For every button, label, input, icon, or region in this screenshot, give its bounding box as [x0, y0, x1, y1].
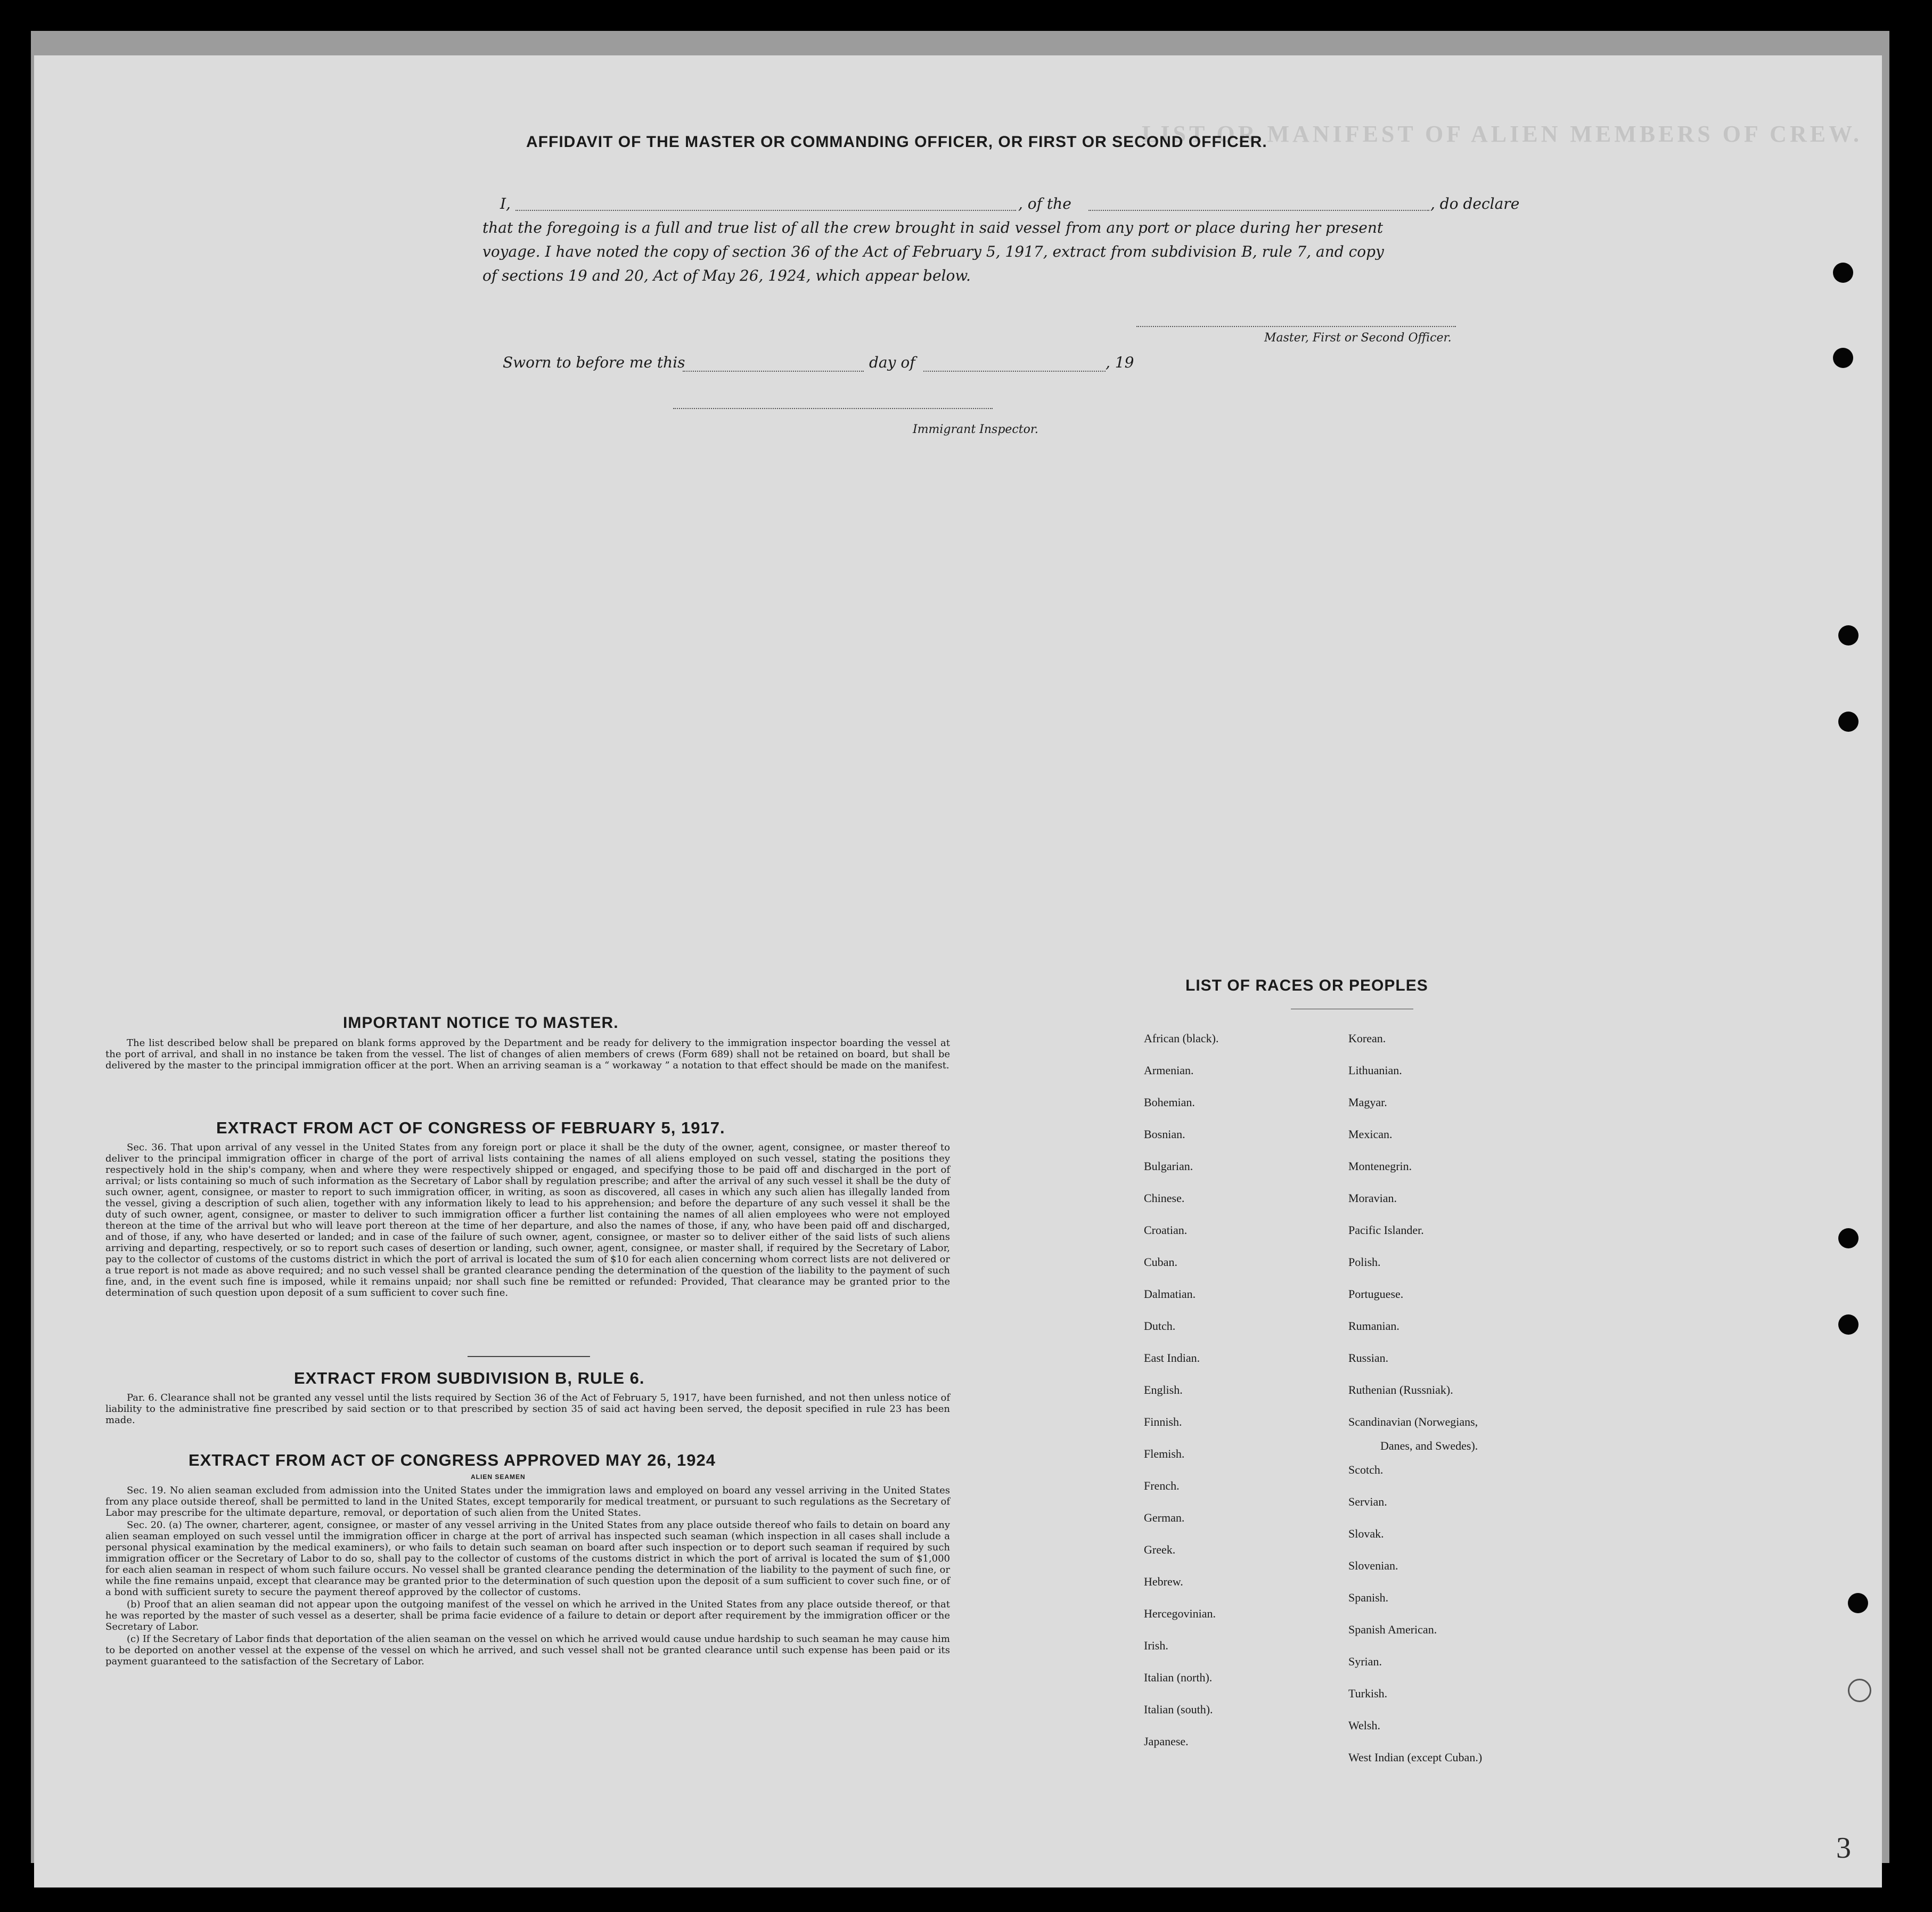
affidavit-line-3: voyage. I have noted the copy of section 36 of the Act of February 5, 1917, extract from subdivision B, rule 7, and copy — [482, 243, 1384, 260]
race-item: Hebrew. — [1144, 1575, 1183, 1588]
sec-36-paragraph: Sec. 36. That upon arrival of any vessel in the United States from any foreign port or place it shall be the duty of the owner, agent, consignee, or master thereof to deliver to the principal immigration officer in charge of the port of arrival lists containing the names of all aliens employed on such vessel, stating the positions they respectively hold in the ship's company, when and where they were respectively shipped or engaged, and specifying those to be paid off and discharged in the port of arrival; or lists containing so much of such information as the Secretary of Labor shall by regulation prescribe; and after the arrival of any such vessel it shall be the duty of such owner, agent, consignee, or master to report to such immigration officer, in writing, as soon as discovered, all cases in which any such alien has illegally landed from the vessel, giving a description of such alien, together with any information likely to lead to his apprehension; and before the departure of any such vessel it shall be the duty of such owner, agent, consignee, or master to deliver to such immigration officer a further list containing the names of all alien employees who were not employed thereon at the time of the arrival but who will leave port thereon at the time of her departure, and also the names of those, if any, who have been paid off and discharged, and of those, if any, who have deserted or landed; and in case of the failure of such owner, agent, consignee, or master so to deliver either of the said lists of such aliens arriving and departing, respectively, or so to report such cases of desertion or landing, such owner, agent, consignee, or master shall, if required by the Secretary of Labor, pay to the collector of customs of the customs district in which the port of arrival is located the sum of $10 for each alien concerning whom correct lists are not delivered or a true report is not made as above required; and no such vessel shall be granted clearance pending the determination of the question of the liability to the payment of such fine, and, in the event such fine is imposed, while it remains unpaid; nor shall such fine be remitted or refunded: Provided, That clearance may be granted prior to the determination of such question upon deposit of a sum sufficient to cover such fine. — [105, 1142, 950, 1298]
race-item: Polish. — [1348, 1255, 1381, 1269]
race-item: Slovenian. — [1348, 1559, 1398, 1572]
races-right-column — [1348, 1023, 1482, 1774]
punch-hole — [1833, 263, 1853, 283]
race-item: Bosnian. — [1144, 1127, 1185, 1141]
race-item: French. — [1144, 1479, 1180, 1492]
race-item: Flemish. — [1144, 1447, 1185, 1460]
alien-seamen-subtitle: ALIEN SEAMEN — [471, 1473, 526, 1481]
extract-rule6-title: EXTRACT FROM SUBDIVISION B, RULE 6. — [294, 1369, 645, 1387]
affidavit-i: I, — [500, 195, 511, 213]
race-item: Hercegovinian. — [1144, 1607, 1216, 1620]
race-item: Greek. — [1144, 1543, 1176, 1556]
race-item: Dalmatian. — [1144, 1287, 1196, 1301]
race-item: Syrian. — [1348, 1655, 1382, 1668]
affidavit-declare: , do declare — [1430, 195, 1520, 213]
race-item: Scandinavian (Norwegians, — [1348, 1415, 1478, 1428]
race-item: Italian (north). — [1144, 1671, 1213, 1684]
race-item: Rumanian. — [1348, 1319, 1399, 1333]
sworn-text: Sworn to before me this — [503, 354, 685, 371]
race-item: Cuban. — [1144, 1255, 1177, 1269]
race-item: Armenian. — [1144, 1064, 1194, 1077]
race-item: Bohemian. — [1144, 1096, 1195, 1109]
race-item: Servian. — [1348, 1495, 1387, 1508]
race-item: Chinese. — [1144, 1191, 1185, 1205]
race-item: Magyar. — [1348, 1096, 1387, 1109]
punch-hole — [1838, 712, 1859, 732]
extract-1924-text — [105, 1485, 950, 1668]
race-item: Turkish. — [1348, 1687, 1388, 1700]
notice-title: IMPORTANT NOTICE TO MASTER. — [343, 1014, 619, 1032]
race-item-continued: Danes, and Swedes). — [1380, 1439, 1478, 1452]
race-item: English. — [1144, 1383, 1183, 1396]
race-item: Pacific Islander. — [1348, 1223, 1424, 1237]
separator-rule — [468, 1356, 590, 1357]
race-item: Montenegrin. — [1348, 1159, 1412, 1173]
extract-1917-title: EXTRACT FROM ACT OF CONGRESS OF FEBRUARY 5, 1917. — [216, 1118, 725, 1137]
race-item: Moravian. — [1348, 1191, 1397, 1205]
punch-hole — [1838, 625, 1859, 645]
punch-hole — [1833, 348, 1853, 368]
race-item: Scotch. — [1348, 1463, 1383, 1476]
affidavit-title: AFFIDAVIT OF THE MASTER OR COMMANDING OFFICER, OR FIRST OR SECOND OFFICER. — [526, 133, 1267, 151]
punch-hole — [1838, 1228, 1859, 1248]
show-through-text: LIST OR MANIFEST OF ALIEN MEMBERS OF CREW. — [1142, 121, 1863, 147]
sec-20b-paragraph: (b) Proof that an alien seaman did not appear upon the outgoing manifest of the vessel on which he arrived in the United States from any place outside thereof, or that he was reported by the master of such vessel as a deserter, shall be prima facie evidence of a failure to detain or deport after requirement by the immigration officer or the Secretary of Labor. — [105, 1599, 950, 1632]
race-item: Japanese. — [1144, 1735, 1189, 1748]
sworn-day-line — [683, 371, 864, 372]
extract-1917-text — [105, 1142, 950, 1300]
race-item: Spanish. — [1348, 1591, 1389, 1604]
races-title: LIST OF RACES OR PEOPLES — [1185, 977, 1428, 994]
race-item: Welsh. — [1348, 1719, 1380, 1732]
day-of-text: day of — [869, 354, 915, 371]
race-item: Slovak. — [1348, 1527, 1384, 1540]
race-item: Portuguese. — [1348, 1287, 1404, 1301]
inspector-signature-line — [673, 408, 993, 409]
vessel-field-line — [1088, 210, 1429, 211]
affidavit-of-the: , of the — [1018, 195, 1071, 213]
race-item: Russian. — [1348, 1351, 1389, 1364]
race-item: African (black). — [1144, 1032, 1219, 1045]
race-item: East Indian. — [1144, 1351, 1200, 1364]
par-6-paragraph: Par. 6. Clearance shall not be granted any vessel until the lists required by Section 36 of the Act of February 5, 1917, have been furnished, and not then unless notice of liability to the administrative fine prescribed by said section or to that prescribed by section 35 of said act having been served, the deposit specified in rule 23 has been made. — [105, 1392, 950, 1426]
race-item: German. — [1144, 1511, 1185, 1524]
race-item: Ruthenian (Russniak). — [1348, 1383, 1453, 1396]
race-item: Irish. — [1144, 1639, 1168, 1652]
punch-hole-outline — [1848, 1679, 1871, 1702]
manifest-page — [34, 55, 1882, 1888]
affidavit-line-2: that the foregoing is a full and true list of all the crew brought in said vessel from any port or place during her present — [482, 219, 1383, 236]
sec-20a-paragraph: Sec. 20. (a) The owner, charterer, agent, consignee, or master of any vessel arriving in the United States from any place outside thereof who fails to detain on board any alien seaman employed on such vessel until the immigration officer in charge at the port of arrival has inspected such seaman (which inspection in all cases shall include a personal physical examination by the medical examiners), or who fails to detain such seaman on board after such inspection or to deport such seaman if required by such immigration officer or the Secretary of Labor to do so, shall pay to the collector of customs of the customs district in which the port of arrival is located the sum of $1,000 for each alien seaman in respect of whom such failure occurs. No vessel shall be granted clearance pending the determination of the liability to the payment of such fine, or while the fine remains unpaid, except that clearance may be granted prior to the determination of such question upon the deposit of a sum sufficient to cover such fine, or of a bond with sufficient surety to secure the payment thereof approved by the collector of customs. — [105, 1519, 950, 1598]
name-field-line — [515, 210, 1016, 211]
race-item: Korean. — [1348, 1032, 1386, 1045]
race-item: Bulgarian. — [1144, 1159, 1193, 1173]
master-caption: Master, First or Second Officer. — [1264, 331, 1452, 345]
notice-text — [105, 1037, 950, 1072]
year-text: , 19 — [1106, 354, 1134, 371]
race-item: Italian (south). — [1144, 1703, 1213, 1716]
races-left-column — [1144, 1023, 1218, 1758]
race-item: Finnish. — [1144, 1415, 1182, 1428]
race-item: Dutch. — [1144, 1319, 1176, 1333]
master-signature-line — [1136, 326, 1456, 327]
extract-rule6-text — [105, 1392, 950, 1427]
punch-hole — [1838, 1314, 1859, 1335]
inspector-caption: Immigrant Inspector. — [913, 423, 1038, 436]
sworn-month-line — [923, 371, 1106, 372]
race-item: Lithuanian. — [1348, 1064, 1402, 1077]
punch-hole — [1848, 1593, 1868, 1613]
race-item: Croatian. — [1144, 1223, 1188, 1237]
sec-20c-paragraph: (c) If the Secretary of Labor finds that deportation of the alien seaman on the vessel on which he arrived would cause undue hardship to such seaman he may cause him to be deported on another vessel at the expense of the vessel on which he arrived, and such vessel shall not be granted clearance until such expense has been paid or its payment guaranteed to the satisfaction of the Secretary of Labor. — [105, 1633, 950, 1667]
race-item: West Indian (except Cuban.) — [1348, 1751, 1483, 1764]
affidavit-line-4: of sections 19 and 20, Act of May 26, 1924, which appear below. — [482, 267, 971, 284]
race-item: Spanish American. — [1348, 1623, 1437, 1636]
race-item: Mexican. — [1348, 1127, 1393, 1141]
page-number-mark: 3 — [1836, 1832, 1851, 1865]
extract-1924-title: EXTRACT FROM ACT OF CONGRESS APPROVED MAY 26, 1924 — [189, 1451, 716, 1469]
sec-19-paragraph: Sec. 19. No alien seaman excluded from admission into the United States under the immigration laws and employed on board any vessel arriving in the United States from any place outside thereof, shall be permitted to land in the United States, except temporarily for medical treatment, or pursuant to such regulations as the Secretary of Labor may prescribe for the ultimate departure, removal, or deportation of such alien from the United States. — [105, 1485, 950, 1518]
notice-paragraph: The list described below shall be prepared on blank forms approved by the Department and be ready for delivery to the immigration inspector boarding the vessel at the port of arrival, and shall in no instance be taken from the vessel. The list of changes of alien members of crews (Form 689) shall not be retained on board, but shall be delivered by the master to the principal immigration officer at the port. When an arriving seaman is a “ workaway ” a notation to that effect should be made on the manifest. — [105, 1037, 950, 1071]
